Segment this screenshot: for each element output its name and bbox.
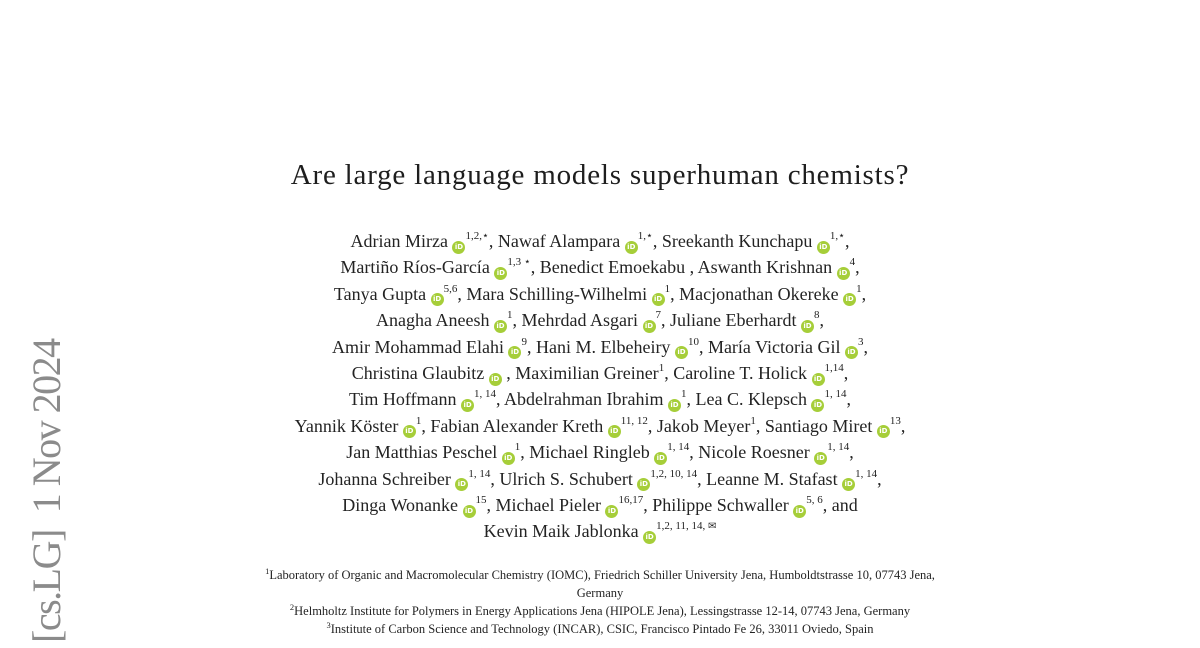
author-superscript: 1,2, 10, 14 [650, 467, 698, 480]
author-superscript: 1, 14 [824, 388, 847, 401]
author-superscript: 5,6 [443, 282, 458, 295]
author-name-text: Tanya Gupta [333, 283, 431, 304]
author-name-text: Dinga Wonanke [342, 495, 463, 516]
author-line [0, 518, 1200, 544]
author-superscript: 1,2,⋆ [465, 229, 489, 242]
author-name-text: , [843, 363, 849, 384]
orcid-icon[interactable]: iD [637, 478, 650, 491]
author-name-text: , Michael Pieler [486, 495, 606, 516]
author-superscript: 1 [514, 441, 521, 454]
author-superscript: 1,⋆ [829, 229, 846, 242]
orcid-icon[interactable]: iD [793, 505, 806, 518]
author-line [0, 466, 1200, 492]
author-line [0, 334, 1200, 360]
author-line [0, 360, 1200, 386]
orcid-icon[interactable]: iD [814, 452, 827, 465]
orcid-icon[interactable]: iD [801, 320, 814, 333]
author-name-text: , Nawaf Alampara [488, 231, 625, 251]
orcid-icon[interactable]: iD [877, 425, 890, 438]
author-name-text: , [819, 310, 824, 331]
paper-title: Are large language models superhuman chemists? [290, 159, 910, 191]
affiliation-item [250, 620, 950, 638]
author-name-text: , Mehrdad Asgari [512, 310, 643, 331]
author-superscript: 1,⋆ [637, 229, 653, 242]
author-name-text: , Jakob Meyer [647, 415, 751, 436]
author-superscript: 1, 14 [667, 441, 690, 454]
orcid-icon[interactable]: iD [842, 478, 855, 491]
author-name-text: , Maximilian Greiner [501, 363, 659, 384]
author-name-text: , [861, 283, 867, 304]
affiliation-superscript: 3 [326, 619, 331, 630]
orcid-icon[interactable]: iD [494, 267, 507, 280]
author-name-text: , [863, 336, 868, 357]
affiliation-text: Laboratory of Organic and Macromolecular Chemistry (IOMC), Friedrich Schiller University Jena, Humboldtstrasse 10, 07743 Jena, Germany [269, 568, 935, 600]
author-superscript: 1,14 [824, 361, 844, 374]
author-name-text: , Fabian Alexander Kreth [421, 415, 608, 436]
orcid-icon[interactable]: iD [461, 399, 474, 412]
arxiv-category-stamp: [cs.LG] 1 Nov 2024 [24, 339, 69, 643]
author-superscript: 15 [475, 493, 487, 506]
affiliation-block [250, 566, 950, 638]
author-name-text: Adrian Mirza [350, 231, 453, 251]
author-name-text: Amir Mohammad Elahi [332, 336, 509, 357]
author-name-text: , [849, 442, 854, 463]
author-name-text: , Abdelrahman Ibrahim [496, 389, 668, 410]
author-name-text: Yannik Köster [294, 415, 403, 436]
author-name-text: , [845, 231, 850, 251]
orcid-icon[interactable]: iD [643, 531, 656, 544]
author-name-text: , Hani M. Elbeheiry [526, 336, 675, 357]
author-name-text: Martiño Ríos-García [340, 257, 495, 278]
author-name-text: Anagha Aneesh [376, 310, 495, 331]
affiliation-item [250, 566, 950, 602]
envelope-icon[interactable]: ✉ [707, 521, 717, 533]
orcid-icon[interactable]: iD [625, 241, 638, 254]
orcid-icon[interactable]: iD [811, 399, 824, 412]
author-name-text: , [877, 468, 882, 489]
author-line [0, 281, 1200, 307]
author-block [0, 228, 1200, 545]
author-name-text: Jan Matthias Peschel [346, 442, 502, 463]
orcid-icon[interactable]: iD [675, 346, 688, 359]
author-line [0, 307, 1200, 333]
author-superscript: 4 [849, 256, 856, 269]
affiliation-text: Helmholtz Institute for Polymers in Energy Applications Jena (HIPOLE Jena), Lessingstrasse 12-14, 07743 Jena, Germany [294, 604, 911, 618]
author-name-text: Johanna Schreiber [318, 468, 456, 489]
author-superscript: 3 [858, 335, 864, 348]
author-line [0, 439, 1200, 465]
affiliation-superscript: 1 [265, 565, 270, 576]
author-superscript: 10 [687, 335, 699, 348]
orcid-icon[interactable]: iD [654, 452, 667, 465]
author-name-text: , [900, 415, 906, 436]
author-superscript: 1, 14 [827, 441, 850, 454]
orcid-icon[interactable]: iD [502, 452, 515, 465]
author-superscript: 9 [521, 335, 527, 348]
author-name-text: , María Victoria Gil [698, 336, 845, 357]
author-name-text: , and [822, 495, 858, 516]
author-name-text: , Michael Ringleb [520, 442, 655, 463]
author-superscript: 1,3 ⋆ [507, 256, 531, 269]
author-superscript: 1 [658, 361, 665, 374]
author-name-text: , Sreekanth Kunchapu [652, 231, 817, 251]
author-name-text: , Macjonathan Okereke [670, 283, 844, 304]
orcid-icon[interactable]: iD [508, 346, 521, 359]
author-name-text: Christina Glaubitz [351, 363, 489, 384]
author-name-text: , [846, 389, 851, 410]
orcid-icon[interactable]: iD [452, 241, 465, 254]
orcid-icon[interactable]: iD [403, 425, 416, 438]
author-superscript: 11, 12 [620, 414, 648, 427]
author-superscript: 16,17 [618, 493, 644, 506]
author-name-text: , Caroline T. Holick [664, 363, 812, 384]
orcid-icon[interactable]: iD [463, 505, 476, 518]
author-name-text: , Lea C. Klepsch [686, 389, 812, 410]
author-superscript: 1 [681, 388, 687, 401]
author-superscript: 13 [889, 414, 901, 427]
author-superscript: 1 [415, 414, 422, 427]
author-name-text: , Benedict Emoekabu , Aswanth Krishnan [530, 257, 837, 278]
author-superscript: 8 [813, 309, 820, 322]
author-superscript: 1 [856, 282, 862, 295]
author-name-text: , Mara Schilling-Wilhelmi [457, 283, 652, 304]
orcid-icon[interactable]: iD [608, 425, 621, 438]
author-superscript: 1 [750, 414, 756, 427]
orcid-icon[interactable]: iD [817, 241, 830, 254]
orcid-icon[interactable]: iD [489, 373, 502, 386]
orcid-icon[interactable]: iD [837, 267, 850, 280]
affiliation-item [250, 602, 950, 620]
orcid-icon[interactable]: iD [494, 320, 507, 333]
orcid-icon[interactable]: iD [652, 293, 665, 306]
orcid-icon[interactable]: iD [431, 293, 444, 306]
author-superscript: 1, 14 [855, 467, 878, 480]
orcid-icon[interactable]: iD [845, 346, 858, 359]
orcid-icon[interactable]: iD [605, 505, 618, 518]
author-superscript: 1 [664, 282, 671, 295]
author-name-text: , Leanne M. Stafast [697, 468, 843, 489]
author-line [0, 254, 1200, 280]
orcid-icon[interactable]: iD [812, 373, 825, 386]
author-line [0, 386, 1200, 412]
author-name-text: , [855, 257, 860, 278]
author-superscript: 1 [507, 309, 513, 322]
author-name-text: Kevin Maik Jablonka [483, 521, 644, 542]
orcid-icon[interactable]: iD [668, 399, 681, 412]
author-superscript: 1, 14 [474, 388, 497, 401]
author-name-text: , Juliane Eberhardt [661, 310, 801, 331]
author-name-text: , Santiago Miret [755, 415, 877, 436]
author-superscript: 7 [655, 309, 661, 322]
author-superscript: 5, 6 [806, 493, 823, 506]
author-line [0, 413, 1200, 439]
author-superscript: 1, 14 [468, 467, 491, 480]
author-superscript: 1,2, 11, 14, [656, 520, 708, 533]
author-line [0, 228, 1200, 254]
author-name-text: , Ulrich S. Schubert [490, 468, 638, 489]
author-name-text: , Philippe Schwaller [643, 495, 794, 516]
orcid-icon[interactable]: iD [455, 478, 468, 491]
affiliation-text: Institute of Carbon Science and Technology (INCAR), CSIC, Francisco Pintado Fe 26, 33011 Oviedo, Spain [330, 622, 874, 636]
orcid-icon[interactable]: iD [843, 293, 856, 306]
author-line [0, 492, 1200, 518]
author-name-text: Tim Hoffmann [349, 389, 462, 410]
orcid-icon[interactable]: iD [643, 320, 656, 333]
author-name-text: , Nicole Roesner [689, 442, 815, 463]
affiliation-superscript: 2 [289, 601, 295, 612]
